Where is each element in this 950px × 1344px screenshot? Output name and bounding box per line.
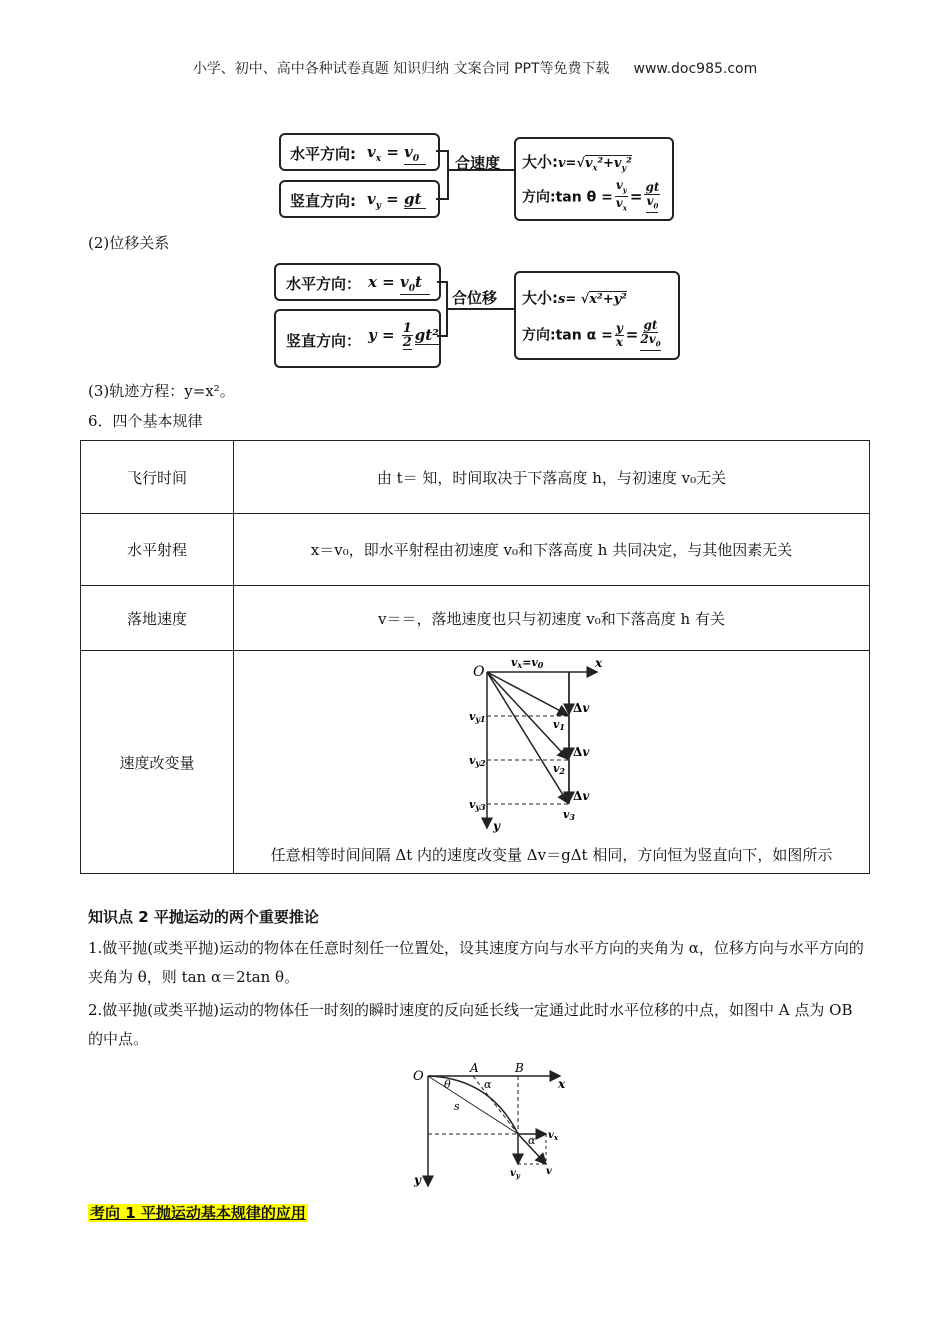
page-header [0, 58, 950, 78]
svg-text:vy1: vy1 [468, 710, 486, 724]
svg-text:v2: v2 [552, 762, 565, 776]
gt-over-v0: $\frac{gt}{v_0}$ [644, 181, 660, 213]
displacement-horizontal-box [274, 263, 441, 301]
table-row [81, 441, 870, 514]
svg-text:Δv: Δv [572, 745, 589, 759]
svg-text:v3: v3 [562, 808, 575, 822]
table-key: 水平射程 [81, 514, 234, 586]
velocity-combine-label: 合速度 [455, 154, 501, 172]
svg-text:α: α [484, 1078, 492, 1091]
velocity-magnitude [522, 151, 632, 173]
table-value: 任意相等时间间隔 Δt 内的速度改变量 Δv＝gΔt 相同，方向恒为竖直向下，如图所示 [270, 846, 833, 864]
svg-text:y: y [492, 819, 500, 833]
velocity-vertical-box [279, 180, 440, 218]
svg-text:vy2: vy2 [468, 754, 486, 768]
table-value-cell [234, 651, 870, 874]
velocity-horizontal-label: 水平方向: [290, 145, 356, 163]
svg-text:O: O [413, 1069, 424, 1084]
displacement-result-box [514, 271, 680, 360]
svg-text:y: y [414, 1173, 421, 1187]
svg-text:v1: v1 [552, 718, 565, 732]
velocity-vertical-formula: $v_y$ = gt [367, 190, 426, 211]
displacement-connector [437, 272, 517, 352]
section3-label: (3)轨迹方程：y=x²。 [88, 382, 235, 400]
velocity-vertical-label: 竖直方向: [290, 192, 356, 210]
table-row [81, 586, 870, 651]
svg-text:vx: $v_x$ [548, 1130, 558, 1142]
table-value: v＝＝，落地速度也只与初速度 v₀和下落高度 h 有关 [234, 586, 870, 651]
svg-text:v: v [546, 1166, 552, 1177]
svg-text:α: α [528, 1134, 536, 1147]
displacement-horizontal-formula: $x = v_0t$ [368, 273, 430, 295]
velocity-change-diagram [467, 654, 637, 834]
svg-text:x: x [594, 656, 602, 670]
velocity-horizontal-formula: $v_x = v_0$ [367, 143, 426, 165]
svg-text:B: B [515, 1061, 524, 1075]
velocity-result-box [514, 137, 674, 221]
header-text: 小学、初中、高中各种试卷真题 知识归纳 文案合同 PPT等免费下载 [192, 61, 610, 77]
table-row [81, 651, 870, 874]
displacement-vertical-label: 竖直方向： [286, 332, 362, 350]
table-row [81, 514, 870, 586]
table-value: x＝v₀，即水平射程由初速度 v₀和下落高度 h 共同决定，与其他因素无关 [234, 514, 870, 586]
svg-text:vx=v0: vx=v0 [510, 656, 543, 670]
y-over-x: $\frac{y}{x}$ [615, 320, 623, 349]
table-key: 飞行时间 [81, 441, 234, 514]
displacement-horizontal-label: 水平方向： [286, 275, 362, 293]
kp2-paragraph-2: 2.做平抛(或类平抛)运动的物体任一时刻的瞬时速度的反向延长线一定通过此时水平位移的中点，如图中 A 点为 OB 的中点。 [88, 1001, 853, 1048]
displacement-magnitude-label: 大小: [522, 289, 558, 307]
kp3-title-text: 考向 1 平抛运动基本规律的应用 [90, 1204, 306, 1222]
velocity-magnitude-label: 大小: [522, 153, 558, 171]
inference-diagram [410, 1060, 575, 1192]
table-key: 速度改变量 [81, 651, 234, 874]
kp2-paragraph-1: 1.做平抛(或类平抛)运动的物体在任意时刻任一位置处，设其速度方向与水平方向的夹角为 α，位移方向与水平方向的夹角为 θ，则 tan α＝2tan θ。 [88, 939, 864, 986]
svg-text:θ: θ [444, 1078, 451, 1091]
svg-text:vy: $v_y$ [510, 1168, 520, 1180]
table-key: 落地速度 [81, 586, 234, 651]
section6-label: 6．四个基本规律 [88, 412, 203, 430]
gt-over-2v0: $\frac{gt}{2v_0}$ [640, 319, 660, 351]
section2-label: (2)位移关系 [88, 234, 170, 252]
svg-text:Δv: Δv [572, 789, 589, 803]
svg-text:x: x [558, 1077, 566, 1091]
displacement-vertical-formula: y = $\frac{1}{2}$ gt² [368, 321, 439, 350]
svg-text:O: O [472, 664, 484, 680]
header-site: www.doc985.com [633, 61, 758, 77]
velocity-connector [436, 140, 516, 210]
displacement-vertical-box [274, 309, 441, 368]
displacement-magnitude-formula: s= √x²+y² [558, 292, 627, 307]
displacement-combine-label: 合位移 [452, 289, 498, 307]
kp2-title: 知识点 2 平抛运动的两个重要推论 [88, 908, 319, 926]
velocity-magnitude-formula: $v=√v_x^2+v_y^2$ [558, 156, 632, 173]
kp3-title [88, 1202, 308, 1223]
velocity-horizontal-box [279, 133, 440, 171]
svg-text:s: s [454, 1100, 460, 1113]
displacement-direction-label: 方向:tan α = [522, 327, 613, 344]
rules-table [80, 440, 870, 874]
table-value: 由 t＝ 知，时间取决于下落高度 h，与初速度 v₀无关 [234, 441, 870, 514]
svg-text:Δv: Δv [572, 701, 589, 715]
svg-text:vy3: vy3 [468, 798, 486, 812]
displacement-direction: 方向:tan α = $\frac{y}{x}$ = $\frac{gt}{2v_0}$ [522, 319, 663, 351]
velocity-direction-label: 方向:tan θ = [522, 189, 613, 206]
vy-over-vx: $\frac{v_y}{v_x}$ [615, 178, 627, 213]
svg-text:A: A [470, 1061, 479, 1075]
displacement-magnitude [522, 287, 627, 308]
velocity-direction: 方向:tan θ = $\frac{v_y}{v_x}$ = $\frac{gt}{v_0}$ [522, 178, 660, 213]
